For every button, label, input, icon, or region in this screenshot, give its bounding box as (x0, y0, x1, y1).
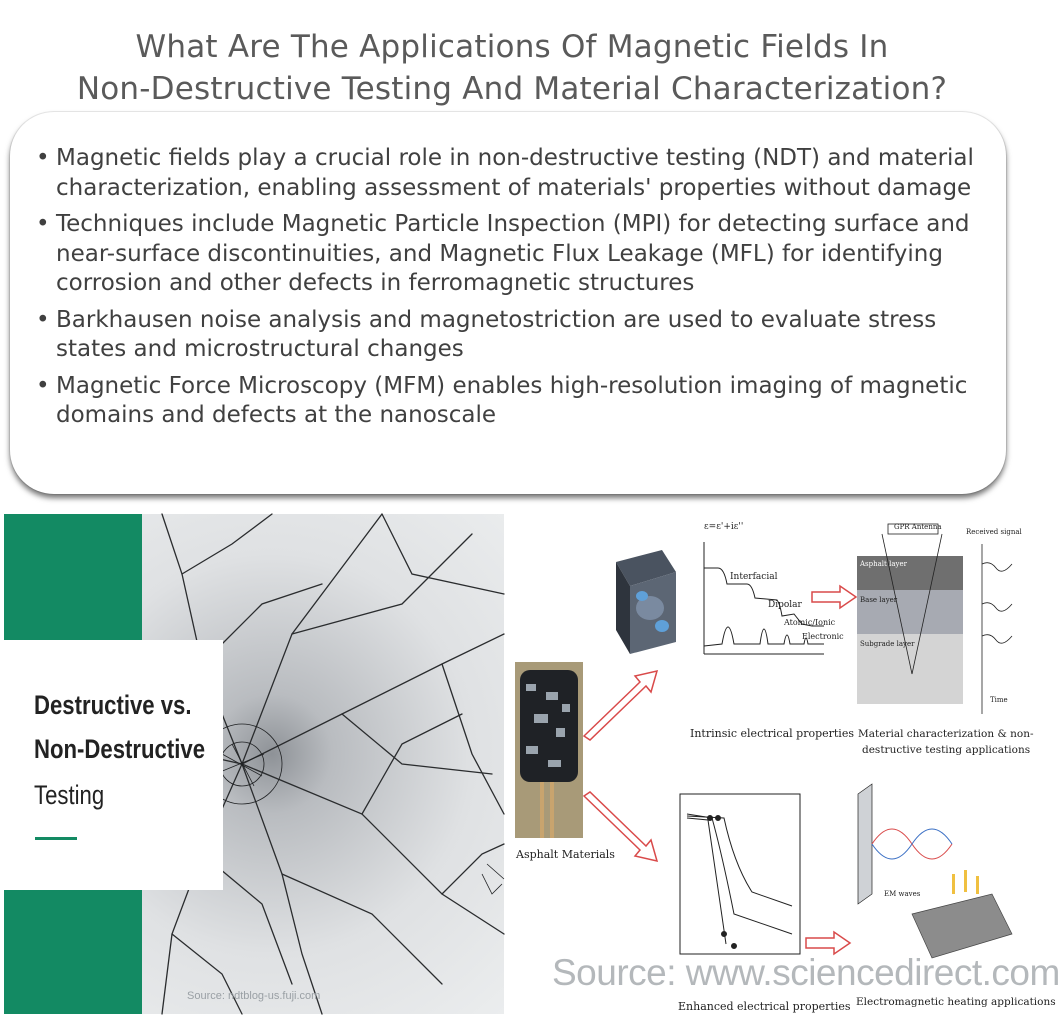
dipolar-label: Dipolar (768, 600, 802, 610)
received-signal-label: Received signal (966, 528, 1022, 536)
page-title (0, 26, 1024, 110)
atomic-label: Atomic/Ionic (784, 618, 836, 627)
figure-graphics (512, 514, 1020, 1020)
bullet-dot: • (36, 211, 50, 237)
em-heating-diagram (858, 784, 1012, 958)
bullet-text: Magnetic fields play a crucial role in non-destructive testing (NDT) and material characterization, enabling assessment of materials' properties without damage (56, 145, 974, 201)
asphalt-cube-model (616, 550, 676, 654)
bullet-dot: • (36, 372, 50, 399)
bullet-list (36, 144, 986, 438)
em-waves-label: EM waves (884, 890, 921, 898)
bullet-dot: • (36, 145, 50, 171)
gpr-layer-diagram (857, 524, 1012, 714)
left-image-source: Source: ndtblog-us.fuji.com (187, 990, 321, 1002)
asphalt-sample-photo (515, 662, 583, 838)
asphalt-caption: Asphalt Materials (516, 848, 615, 861)
panel-subtitle: Testing (34, 780, 105, 810)
intrinsic-caption: Intrinsic electrical properties (690, 727, 854, 740)
interfacial-label: Interfacial (730, 572, 778, 582)
asphalt-properties-figure (512, 514, 1060, 1020)
material-char-caption-1: Material characterization & non- (858, 728, 1034, 740)
formula-label: ε=ε'+iε'' (704, 522, 744, 532)
asphalt-layer-label: Asphalt layer (860, 560, 907, 568)
bullet-dot: • (36, 306, 50, 333)
panel-title-line-2: Non-Destructive (34, 734, 206, 764)
enhanced-caption: Enhanced electrical properties (678, 1000, 851, 1013)
panel-title-line-1: Destructive vs. (34, 690, 192, 720)
time-label: Time (990, 696, 1008, 704)
bullet-text: Magnetic Force Microscopy (MFM) enables high-resolution imaging of magnetic domains and defects at the nanoscale (56, 372, 968, 428)
title-panel (4, 640, 223, 890)
gpr-antenna-label: GPR Antenna (894, 523, 942, 531)
bullet-text: Barkhausen noise analysis and magnetostriction are used to evaluate stress states and microstructural changes (56, 306, 937, 362)
bullet-item (36, 372, 986, 431)
title-line-2: Non-Destructive Testing And Material Characterization? (76, 71, 948, 107)
enhanced-properties-plot (680, 794, 800, 954)
electronic-label: Electronic (802, 632, 844, 641)
subgrade-layer-label: Subgrade layer (860, 640, 915, 648)
title-line-1: What Are The Applications Of Magnetic Fields In (135, 29, 889, 65)
right-image-source: Source: www.sciencedirect.com (552, 952, 1060, 993)
bullet-item (36, 210, 986, 299)
bullet-text: Techniques include Magnetic Particle Inspection (MPI) for detecting surface and near-surface discontinuities, and Magnetic Flux Leakage (MFL) for identifying corrosion and other defects in ferromagnetic structures (56, 211, 970, 296)
panel-accent-line (35, 837, 77, 840)
base-layer-label: Base layer (860, 596, 898, 604)
bullet-item (36, 144, 986, 203)
heating-caption: Electromagnetic heating applications (856, 996, 1056, 1008)
bullet-item (36, 306, 986, 365)
material-char-caption-2: destructive testing applications (862, 744, 1031, 756)
destructive-testing-image (4, 514, 504, 1014)
